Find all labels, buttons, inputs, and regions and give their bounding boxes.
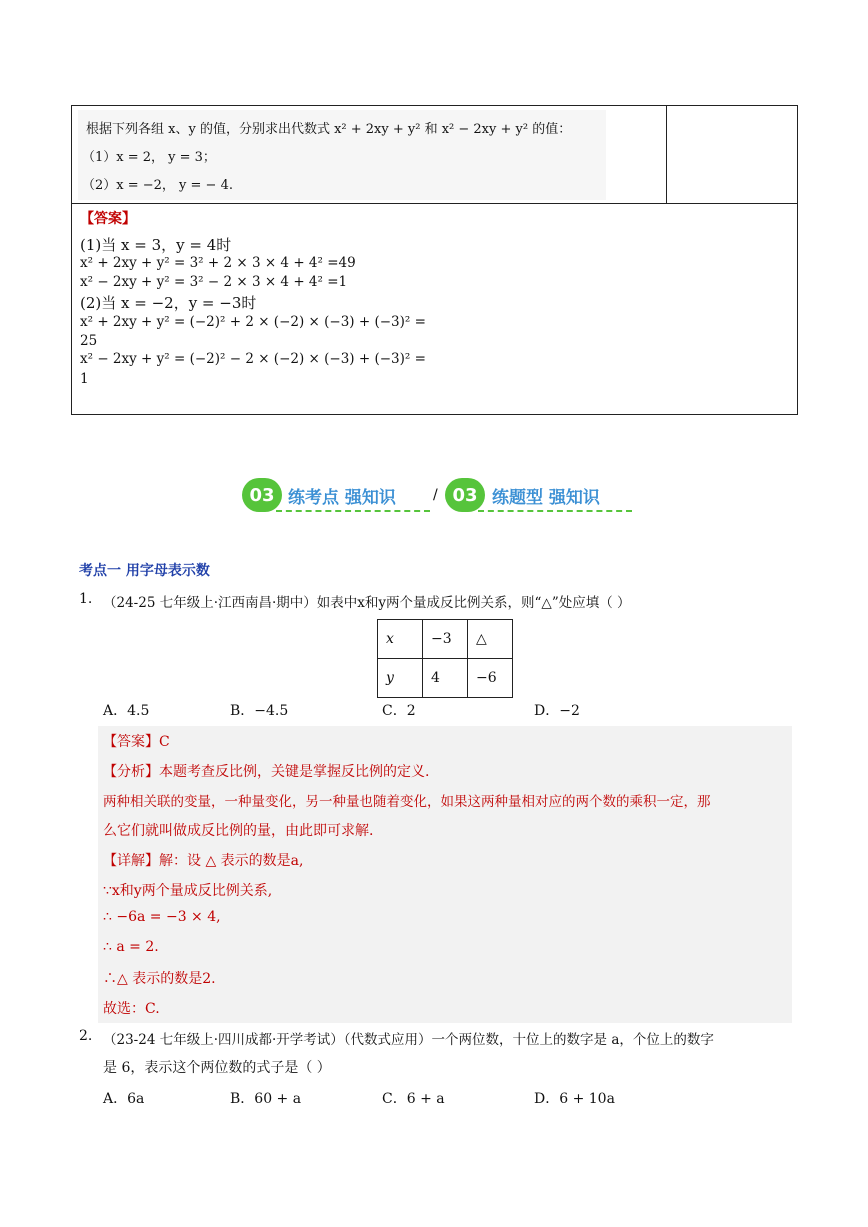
q1-option-b: B．−4.5 xyxy=(230,703,289,719)
problem-part-2: （2）x = −2， y = − 4. xyxy=(82,178,233,193)
q2-option-a: A．6a xyxy=(103,1091,145,1107)
problem-part-1: （1）x = 2， y = 3； xyxy=(82,150,216,165)
answer-line-3: x² − 2xy + y² = 3² − 2 × 3 × 4 + 4² =1 xyxy=(80,274,348,290)
q1-detail-4: ∴ a = 2. xyxy=(103,939,159,955)
table-row xyxy=(378,659,513,698)
q1-analysis: 【分析】本题考查反比例，关键是掌握反比例的定义. xyxy=(103,764,430,780)
banner-text-2: 练题型 强知识 xyxy=(492,488,600,508)
table-cell: x xyxy=(378,620,423,659)
banner-underline-2 xyxy=(478,510,632,512)
answer-line-6: 25 xyxy=(80,333,98,349)
q2-number: 2. xyxy=(79,1028,93,1044)
banner-underline-1 xyxy=(276,510,430,512)
q1-detail-2: ∵x和y两个量成反比例关系, xyxy=(103,883,273,899)
table-cell: −6 xyxy=(468,659,513,698)
q1-detail-3: ∴ −6a = −3 × 4, xyxy=(103,909,221,925)
table-row xyxy=(378,620,513,659)
q2-option-b: B．60 + a xyxy=(230,1091,302,1107)
table-cell: −3 xyxy=(423,620,468,659)
banner-separator: / xyxy=(433,487,438,503)
q2-stem-line-2: 是 6，表示这个两位数的式子是（ ） xyxy=(103,1060,331,1076)
answer-line-1: (1)当 x = 3，y = 4时 xyxy=(80,236,232,254)
answer-line-2: x² + 2xy + y² = 3² + 2 × 3 × 4 + 4² =49 xyxy=(80,255,356,271)
q1-stem: （24-25 七年级上·江西南昌·期中）如表中x和y两个量成反比例关系，则“△”处应填（ ） xyxy=(103,595,631,611)
answer-line-5: x² + 2xy + y² = (−2)² + 2 × (−2) × (−3) + (−3)² = xyxy=(80,314,426,330)
problem-question: 根据下列各组 x、y 的值，分别求出代数式 x² + 2xy + y² 和 x² − 2xy + y² 的值： xyxy=(86,122,572,137)
q1-choice: 故选：C. xyxy=(103,1001,160,1017)
q1-answer: 【答案】C xyxy=(103,734,170,750)
problem-divider xyxy=(666,106,667,203)
table-cell: y xyxy=(378,659,423,698)
q1-detail-1: 【详解】解：设 △ 表示的数是a, xyxy=(103,853,304,869)
problem-box xyxy=(71,105,798,204)
banner-badge-1: 03 xyxy=(242,478,282,512)
q2-option-c: C．6 + a xyxy=(382,1091,445,1107)
answer-line-4: (2)当 x = −2，y = −3时 xyxy=(80,294,257,312)
q1-detail-5: ∴△ 表示的数是2. xyxy=(103,971,216,987)
q1-option-a: A．4.5 xyxy=(103,703,150,719)
q1-number: 1. xyxy=(79,591,93,607)
answer-box xyxy=(71,203,798,415)
banner-badge-2: 03 xyxy=(445,478,485,512)
answer-line-7: x² − 2xy + y² = (−2)² − 2 × (−2) × (−3) + (−3)² = xyxy=(80,351,426,367)
q1-option-c: C．2 xyxy=(382,703,416,719)
answer-header: 【答案】 xyxy=(80,211,136,227)
table-cell: 4 xyxy=(423,659,468,698)
q1-analysis-detail-2: 么它们就叫做成反比例的量，由此即可求解. xyxy=(103,823,374,839)
q2-option-d: D．6 + 10a xyxy=(534,1091,615,1107)
q2-stem-line-1: （23-24 七年级上·四川成都·开学考试）（代数式应用）一个两位数，十位上的数字是 a，个位上的数字 xyxy=(103,1032,714,1048)
table-cell: △ xyxy=(468,620,513,659)
answer-line-8: 1 xyxy=(80,371,89,387)
section-title: 考点一 用字母表示数 xyxy=(79,563,210,579)
q1-option-d: D．−2 xyxy=(534,703,580,719)
banner-text-1: 练考点 强知识 xyxy=(288,488,396,508)
q1-table xyxy=(377,619,513,698)
q1-analysis-detail-1: 两种相关联的变量，一种量变化，另一种量也随着变化，如果这两种量相对应的两个数的乘积一定，那 xyxy=(103,794,711,810)
